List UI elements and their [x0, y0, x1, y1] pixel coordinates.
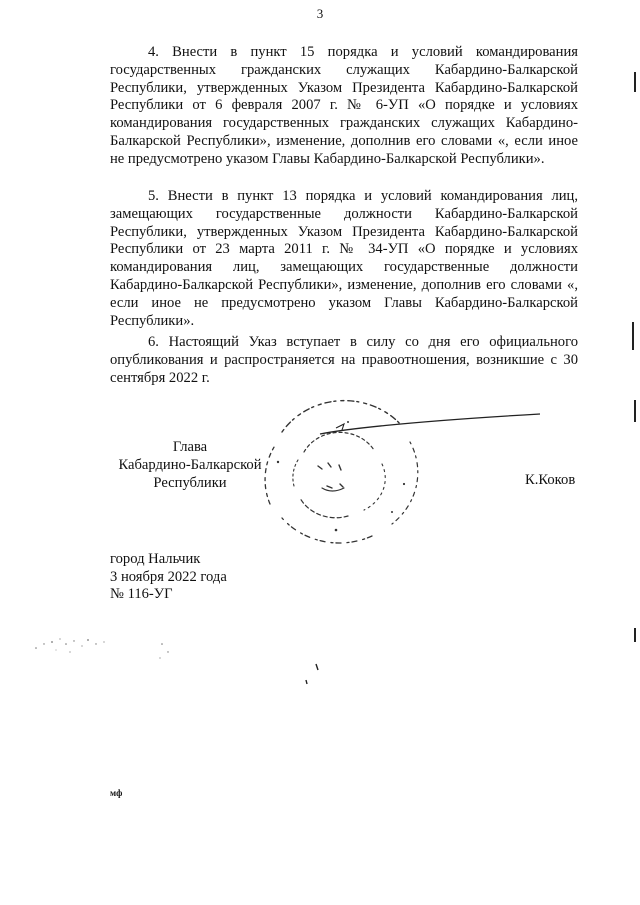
paragraph-4: 4. Внести в пункт 15 порядка и условий командирования государственных гражданских служащих Кабардино-Балкарской Республики, утвержденных Указом Президента Кабардино-Балкарской Республики от 6 февраля 2007 г. № 6-УП «О порядке и условиях командирования государственных гражданских служащих Кабардино-Балкарской Республики», изменение, дополнив его словами «, если иное не предусмотрено указом Главы Кабардино-Балкарской Республики». — [110, 44, 578, 167]
issue-date: 3 ноября 2022 года — [110, 568, 227, 585]
scan-margin-mark — [634, 400, 636, 422]
issue-city: город Нальчик — [110, 551, 201, 567]
scan-noise-speckles — [30, 630, 190, 670]
paragraph-5: 5. Внести в пункт 13 порядка и условий командирования лиц, замещающих государственные должности Кабардино-Балкарской Республики, утвержденных Указом Президента Кабардино-Балкарской Республики от 23 марта 2011 г. № 34-УП «О порядке и условиях командирования лиц, замещающих государственные должности Кабардино-Балкарской Республики», изменение, дополнив его словами «, если иное не предусмотрено указом Главы Кабардино-Балкарской Республики». — [110, 188, 578, 329]
issue-details — [110, 551, 227, 604]
page-number: 3 — [316, 6, 324, 21]
issue-number: № 116-УГ — [110, 586, 173, 603]
signatory-name: К.Коков — [525, 472, 576, 488]
signatory-title-line: Кабардино-Балкарской — [118, 457, 262, 473]
paragraph-6: 6. Настоящий Указ вступает в силу со дня его официального опубликования и распространяется на правоотношения, возникшие с 30 сентября 2022 г. — [110, 334, 578, 386]
handwritten-signature — [250, 410, 550, 470]
scan-margin-mark — [632, 322, 634, 350]
signatory-title-line: Республики — [153, 475, 227, 491]
signatory-title-line: Глава — [172, 439, 208, 455]
scan-margin-mark — [634, 628, 636, 642]
signatory-title — [110, 438, 270, 492]
scan-noise-marks — [300, 660, 330, 690]
executor-initials: мф — [110, 788, 123, 798]
scan-margin-mark — [634, 72, 636, 92]
